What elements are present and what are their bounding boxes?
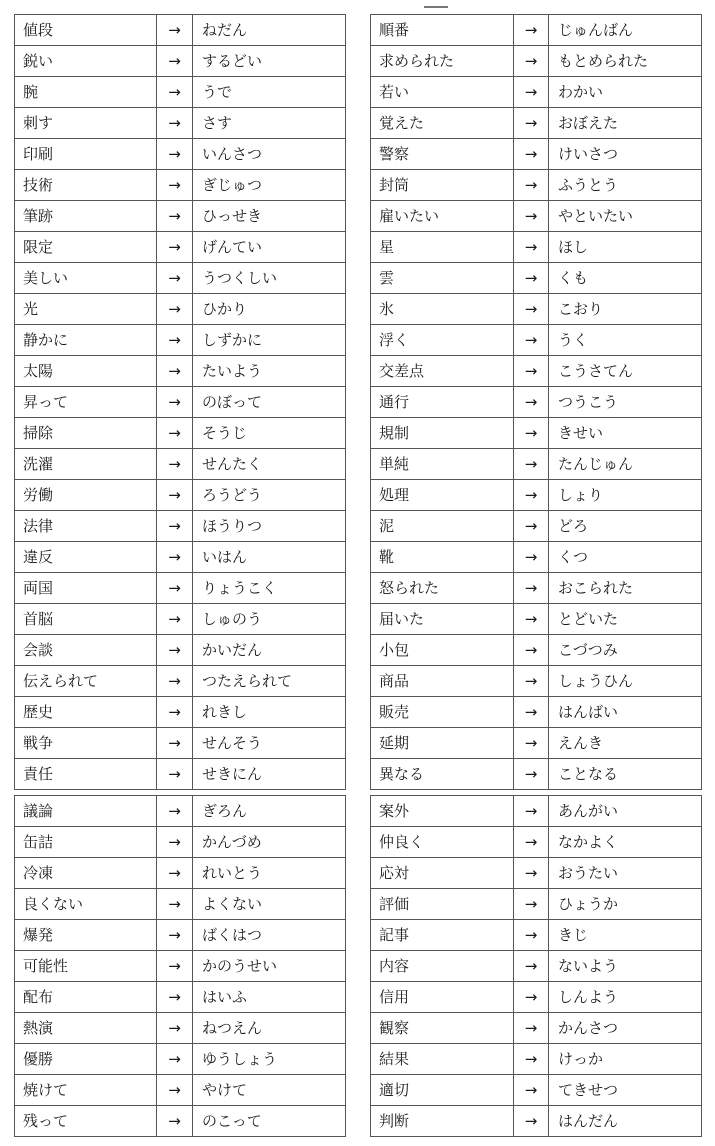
word-cell: 両国: [15, 573, 157, 604]
table-row: [15, 796, 346, 827]
reading-cell: しょうひん: [549, 666, 702, 697]
word-cell: 首脳: [15, 604, 157, 635]
table-row: [15, 1075, 346, 1106]
table-row: [371, 201, 702, 232]
reading-cell: たいよう: [193, 356, 346, 387]
word-cell: 信用: [371, 982, 514, 1013]
arrow-cell: →: [157, 604, 193, 635]
reading-cell: えんき: [549, 728, 702, 759]
table-row: [371, 827, 702, 858]
reading-cell: なかよく: [549, 827, 702, 858]
reading-cell: くつ: [549, 542, 702, 573]
reading-cell: ゆうしょう: [193, 1044, 346, 1075]
table-row: [15, 387, 346, 418]
word-cell: 議論: [15, 796, 157, 827]
reading-cell: はんばい: [549, 697, 702, 728]
arrow-cell: →: [514, 796, 549, 827]
word-cell: 雲: [371, 263, 514, 294]
word-cell: 怒られた: [371, 573, 514, 604]
reading-cell: こづつみ: [549, 635, 702, 666]
table-row: [371, 1075, 702, 1106]
arrow-cell: →: [157, 418, 193, 449]
reading-cell: こおり: [549, 294, 702, 325]
table-row: [15, 356, 346, 387]
reading-cell: しょり: [549, 480, 702, 511]
table-row: [15, 573, 346, 604]
word-cell: 記事: [371, 920, 514, 951]
arrow-cell: →: [514, 232, 549, 263]
arrow-cell: →: [514, 573, 549, 604]
word-cell: 氷: [371, 294, 514, 325]
table-row: [15, 889, 346, 920]
arrow-cell: →: [157, 139, 193, 170]
word-cell: 筆跡: [15, 201, 157, 232]
page-edge-mark: [424, 6, 448, 8]
arrow-cell: →: [157, 796, 193, 827]
arrow-cell: →: [157, 263, 193, 294]
reading-cell: ひっせき: [193, 201, 346, 232]
word-cell: 鋭い: [15, 46, 157, 77]
reading-cell: れいとう: [193, 858, 346, 889]
vocab-table-top-left: [14, 14, 346, 790]
word-cell: 可能性: [15, 951, 157, 982]
table-row: [15, 1044, 346, 1075]
reading-cell: ろうどう: [193, 480, 346, 511]
arrow-cell: →: [514, 920, 549, 951]
table-row: [15, 697, 346, 728]
reading-cell: のぼって: [193, 387, 346, 418]
word-cell: 小包: [371, 635, 514, 666]
word-cell: 静かに: [15, 325, 157, 356]
arrow-cell: →: [157, 920, 193, 951]
reading-cell: せきにん: [193, 759, 346, 790]
word-cell: 適切: [371, 1075, 514, 1106]
reading-cell: はんだん: [549, 1106, 702, 1137]
reading-cell: かのうせい: [193, 951, 346, 982]
table-row: [371, 604, 702, 635]
table-row: [371, 449, 702, 480]
reading-cell: おぼえた: [549, 108, 702, 139]
arrow-cell: →: [514, 449, 549, 480]
word-cell: 仲良く: [371, 827, 514, 858]
word-cell: 太陽: [15, 356, 157, 387]
vocab-table-bottom-left: [14, 795, 346, 1137]
arrow-cell: →: [157, 542, 193, 573]
table-row: [371, 858, 702, 889]
word-cell: 会談: [15, 635, 157, 666]
table-row: [15, 1013, 346, 1044]
arrow-cell: →: [514, 666, 549, 697]
arrow-cell: →: [157, 635, 193, 666]
word-cell: 順番: [371, 15, 514, 46]
arrow-cell: →: [514, 108, 549, 139]
word-cell: 通行: [371, 387, 514, 418]
arrow-cell: →: [157, 951, 193, 982]
reading-cell: ほうりつ: [193, 511, 346, 542]
word-cell: 結果: [371, 1044, 514, 1075]
word-cell: 配布: [15, 982, 157, 1013]
reading-cell: ばくはつ: [193, 920, 346, 951]
word-cell: 若い: [371, 77, 514, 108]
arrow-cell: →: [157, 697, 193, 728]
table-row: [371, 542, 702, 573]
reading-cell: よくない: [193, 889, 346, 920]
arrow-cell: →: [514, 511, 549, 542]
arrow-cell: →: [157, 108, 193, 139]
arrow-cell: →: [514, 542, 549, 573]
arrow-cell: →: [157, 325, 193, 356]
reading-cell: けっか: [549, 1044, 702, 1075]
reading-cell: ふうとう: [549, 170, 702, 201]
word-cell: 案外: [371, 796, 514, 827]
reading-cell: するどい: [193, 46, 346, 77]
table-row: [371, 982, 702, 1013]
word-cell: 値段: [15, 15, 157, 46]
reading-cell: ぎじゅつ: [193, 170, 346, 201]
table-row: [371, 480, 702, 511]
reading-cell: こうさてん: [549, 356, 702, 387]
arrow-cell: →: [514, 387, 549, 418]
table-row: [15, 666, 346, 697]
word-cell: 星: [371, 232, 514, 263]
reading-cell: ねだん: [193, 15, 346, 46]
table-row: [371, 1106, 702, 1137]
word-cell: 商品: [371, 666, 514, 697]
arrow-cell: →: [514, 635, 549, 666]
word-cell: 熱演: [15, 1013, 157, 1044]
word-cell: 美しい: [15, 263, 157, 294]
reading-cell: かんづめ: [193, 827, 346, 858]
table-row: [371, 387, 702, 418]
table-row: [15, 108, 346, 139]
word-cell: 単純: [371, 449, 514, 480]
table-row: [15, 858, 346, 889]
table-row: [15, 449, 346, 480]
reading-cell: わかい: [549, 77, 702, 108]
word-cell: 判断: [371, 1106, 514, 1137]
table-row: [15, 604, 346, 635]
reading-cell: ほし: [549, 232, 702, 263]
word-cell: 爆発: [15, 920, 157, 951]
word-cell: 規制: [371, 418, 514, 449]
reading-cell: さす: [193, 108, 346, 139]
table-row: [371, 920, 702, 951]
reading-cell: じゅんばん: [549, 15, 702, 46]
arrow-cell: →: [157, 1075, 193, 1106]
word-cell: 処理: [371, 480, 514, 511]
arrow-cell: →: [514, 418, 549, 449]
reading-cell: うく: [549, 325, 702, 356]
table-row: [15, 480, 346, 511]
arrow-cell: →: [157, 1044, 193, 1075]
word-cell: 焼けて: [15, 1075, 157, 1106]
word-cell: 泥: [371, 511, 514, 542]
reading-cell: のこって: [193, 1106, 346, 1137]
word-cell: 印刷: [15, 139, 157, 170]
table-row: [371, 666, 702, 697]
table-row: [15, 201, 346, 232]
reading-cell: きじ: [549, 920, 702, 951]
arrow-cell: →: [514, 697, 549, 728]
word-cell: 違反: [15, 542, 157, 573]
word-cell: 応対: [371, 858, 514, 889]
reading-cell: げんてい: [193, 232, 346, 263]
reading-cell: いんさつ: [193, 139, 346, 170]
table-row: [15, 827, 346, 858]
arrow-cell: →: [157, 666, 193, 697]
word-cell: 腕: [15, 77, 157, 108]
arrow-cell: →: [157, 827, 193, 858]
table-row: [371, 796, 702, 827]
reading-cell: おこられた: [549, 573, 702, 604]
reading-cell: いはん: [193, 542, 346, 573]
table-row: [371, 759, 702, 790]
arrow-cell: →: [514, 77, 549, 108]
reading-cell: うで: [193, 77, 346, 108]
word-cell: 届いた: [371, 604, 514, 635]
reading-cell: けいさつ: [549, 139, 702, 170]
reading-cell: ひかり: [193, 294, 346, 325]
reading-cell: つうこう: [549, 387, 702, 418]
word-cell: 掃除: [15, 418, 157, 449]
arrow-cell: →: [157, 232, 193, 263]
table-row: [371, 294, 702, 325]
table-row: [15, 294, 346, 325]
arrow-cell: →: [514, 728, 549, 759]
table-row: [371, 635, 702, 666]
table-row: [15, 1106, 346, 1137]
table-row: [371, 1044, 702, 1075]
reading-cell: うつくしい: [193, 263, 346, 294]
word-cell: 歴史: [15, 697, 157, 728]
word-cell: 求められた: [371, 46, 514, 77]
word-cell: 光: [15, 294, 157, 325]
table-row: [15, 982, 346, 1013]
table-row: [371, 511, 702, 542]
word-cell: 浮く: [371, 325, 514, 356]
arrow-cell: →: [157, 982, 193, 1013]
arrow-cell: →: [157, 858, 193, 889]
arrow-cell: →: [514, 1075, 549, 1106]
table-row: [15, 635, 346, 666]
table-row: [15, 920, 346, 951]
arrow-cell: →: [514, 1106, 549, 1137]
reading-cell: せんたく: [193, 449, 346, 480]
word-cell: 昇って: [15, 387, 157, 418]
arrow-cell: →: [157, 889, 193, 920]
arrow-cell: →: [514, 15, 549, 46]
table-row: [15, 232, 346, 263]
arrow-cell: →: [514, 263, 549, 294]
arrow-cell: →: [514, 759, 549, 790]
table-row: [371, 325, 702, 356]
reading-cell: やけて: [193, 1075, 346, 1106]
word-cell: 観察: [371, 1013, 514, 1044]
word-cell: 優勝: [15, 1044, 157, 1075]
arrow-cell: →: [157, 449, 193, 480]
table-row: [15, 170, 346, 201]
reading-cell: はいふ: [193, 982, 346, 1013]
reading-cell: おうたい: [549, 858, 702, 889]
word-cell: 警察: [371, 139, 514, 170]
reading-cell: せんそう: [193, 728, 346, 759]
reading-cell: かんさつ: [549, 1013, 702, 1044]
reading-cell: れきし: [193, 697, 346, 728]
reading-cell: てきせつ: [549, 1075, 702, 1106]
arrow-cell: →: [514, 46, 549, 77]
arrow-cell: →: [514, 356, 549, 387]
table-row: [15, 77, 346, 108]
arrow-cell: →: [514, 325, 549, 356]
word-cell: 雇いたい: [371, 201, 514, 232]
reading-cell: りょうこく: [193, 573, 346, 604]
arrow-cell: →: [157, 170, 193, 201]
reading-cell: とどいた: [549, 604, 702, 635]
word-cell: 伝えられて: [15, 666, 157, 697]
table-row: [371, 697, 702, 728]
arrow-cell: →: [514, 139, 549, 170]
table-row: [371, 139, 702, 170]
reading-cell: ことなる: [549, 759, 702, 790]
word-cell: 戦争: [15, 728, 157, 759]
arrow-cell: →: [157, 387, 193, 418]
arrow-cell: →: [157, 15, 193, 46]
word-cell: 残って: [15, 1106, 157, 1137]
reading-cell: つたえられて: [193, 666, 346, 697]
arrow-cell: →: [514, 858, 549, 889]
table-row: [371, 46, 702, 77]
word-cell: 責任: [15, 759, 157, 790]
word-cell: 交差点: [371, 356, 514, 387]
arrow-cell: →: [157, 77, 193, 108]
word-cell: 覚えた: [371, 108, 514, 139]
word-cell: 刺す: [15, 108, 157, 139]
table-row: [15, 951, 346, 982]
arrow-cell: →: [514, 827, 549, 858]
table-row: [371, 1013, 702, 1044]
table-row: [371, 232, 702, 263]
reading-cell: そうじ: [193, 418, 346, 449]
arrow-cell: →: [157, 573, 193, 604]
table-row: [15, 759, 346, 790]
arrow-cell: →: [157, 1106, 193, 1137]
table-row: [15, 325, 346, 356]
word-cell: 内容: [371, 951, 514, 982]
reading-cell: ひょうか: [549, 889, 702, 920]
arrow-cell: →: [514, 982, 549, 1013]
reading-cell: しゅのう: [193, 604, 346, 635]
table-row: [371, 889, 702, 920]
vocab-table-top-right: [370, 14, 702, 790]
table-row: [15, 728, 346, 759]
word-cell: 技術: [15, 170, 157, 201]
table-row: [15, 46, 346, 77]
table-row: [371, 951, 702, 982]
arrow-cell: →: [514, 480, 549, 511]
reading-cell: しんよう: [549, 982, 702, 1013]
vocab-table-bottom-right: [370, 795, 702, 1137]
arrow-cell: →: [514, 1044, 549, 1075]
word-cell: 販売: [371, 697, 514, 728]
word-cell: 冷凍: [15, 858, 157, 889]
word-cell: 洗濯: [15, 449, 157, 480]
table-row: [371, 728, 702, 759]
arrow-cell: →: [157, 201, 193, 232]
arrow-cell: →: [514, 604, 549, 635]
arrow-cell: →: [514, 294, 549, 325]
word-cell: 限定: [15, 232, 157, 263]
table-row: [15, 511, 346, 542]
reading-cell: あんがい: [549, 796, 702, 827]
table-row: [371, 418, 702, 449]
arrow-cell: →: [157, 511, 193, 542]
arrow-cell: →: [514, 951, 549, 982]
reading-cell: どろ: [549, 511, 702, 542]
table-row: [15, 418, 346, 449]
word-cell: 封筒: [371, 170, 514, 201]
reading-cell: ねつえん: [193, 1013, 346, 1044]
arrow-cell: →: [514, 1013, 549, 1044]
arrow-cell: →: [157, 294, 193, 325]
table-row: [15, 263, 346, 294]
reading-cell: やといたい: [549, 201, 702, 232]
arrow-cell: →: [157, 480, 193, 511]
reading-cell: ないよう: [549, 951, 702, 982]
word-cell: 良くない: [15, 889, 157, 920]
arrow-cell: →: [514, 201, 549, 232]
reading-cell: たんじゅん: [549, 449, 702, 480]
arrow-cell: →: [157, 728, 193, 759]
table-row: [371, 15, 702, 46]
arrow-cell: →: [157, 356, 193, 387]
table-row: [371, 170, 702, 201]
table-row: [371, 77, 702, 108]
word-cell: 缶詰: [15, 827, 157, 858]
word-cell: 靴: [371, 542, 514, 573]
table-row: [371, 263, 702, 294]
word-cell: 法律: [15, 511, 157, 542]
arrow-cell: →: [157, 759, 193, 790]
table-row: [371, 356, 702, 387]
reading-cell: しずかに: [193, 325, 346, 356]
word-cell: 延期: [371, 728, 514, 759]
table-row: [15, 139, 346, 170]
word-cell: 異なる: [371, 759, 514, 790]
table-row: [15, 15, 346, 46]
arrow-cell: →: [157, 46, 193, 77]
arrow-cell: →: [514, 889, 549, 920]
table-row: [15, 542, 346, 573]
table-row: [371, 573, 702, 604]
word-cell: 労働: [15, 480, 157, 511]
reading-cell: かいだん: [193, 635, 346, 666]
arrow-cell: →: [514, 170, 549, 201]
reading-cell: きせい: [549, 418, 702, 449]
arrow-cell: →: [157, 1013, 193, 1044]
reading-cell: くも: [549, 263, 702, 294]
table-row: [371, 108, 702, 139]
reading-cell: ぎろん: [193, 796, 346, 827]
word-cell: 評価: [371, 889, 514, 920]
reading-cell: もとめられた: [549, 46, 702, 77]
